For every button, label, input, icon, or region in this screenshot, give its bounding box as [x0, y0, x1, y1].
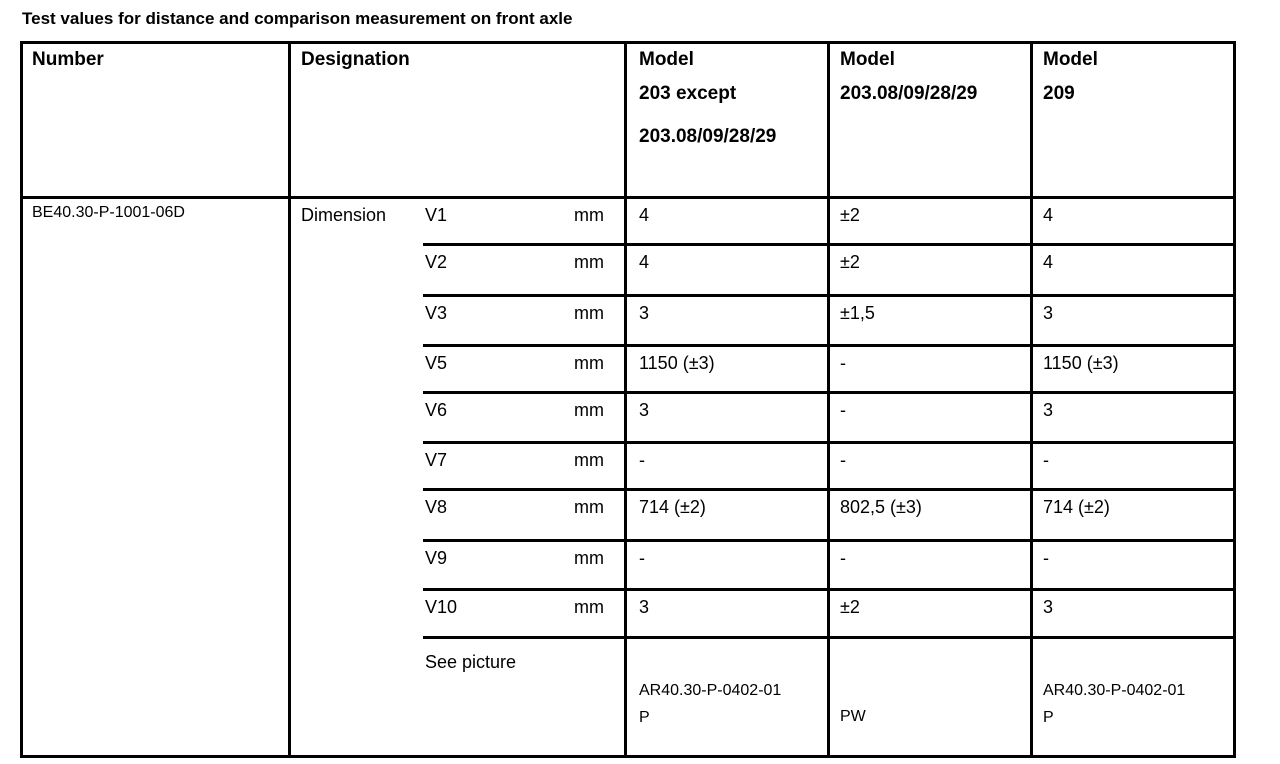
table-border-bottom [20, 755, 1236, 758]
header-model-2-line: 203.08/09/28/29 [840, 83, 978, 104]
row-separator-line [423, 636, 1236, 639]
row-label: V1 [425, 205, 448, 225]
row-value-model-3: 3 [1043, 303, 1054, 323]
header-number: Number [32, 49, 104, 70]
row-value-model-1: 3 [639, 303, 650, 323]
row-value-model-2: ±1,5 [840, 303, 875, 323]
row-value-model-2: ±2 [840, 252, 860, 272]
row-value-model-1: 714 (±2) [639, 497, 706, 517]
column-line-1 [288, 41, 291, 758]
row-value-model-2: 802,5 (±3) [840, 497, 922, 517]
row-separator-line [423, 488, 1236, 491]
column-line-5 [1233, 41, 1236, 758]
picture-ref-model-3: AR40.30-P-0402-01 [1043, 682, 1186, 699]
row-value-model-2: ±2 [840, 205, 860, 225]
row-label: V7 [425, 450, 448, 470]
header-model-3-line: Model [1043, 49, 1098, 70]
row-label: V3 [425, 303, 448, 323]
picture-ref-model-3: P [1043, 709, 1054, 726]
row-unit: mm [574, 353, 604, 373]
row-separator-line [423, 539, 1236, 542]
header-model-3-line: 209 [1043, 83, 1075, 104]
row-unit: mm [574, 205, 604, 225]
header-model-1-line: 203 except [639, 83, 737, 104]
row-value-model-2: - [840, 450, 846, 470]
row-separator-line [423, 441, 1236, 444]
table-border-top [20, 41, 1236, 44]
row-unit: mm [574, 450, 604, 470]
row-value-model-1: - [639, 548, 645, 568]
row-value-model-3: 4 [1043, 252, 1054, 272]
page-title: Test values for distance and comparison measurement on front axle [22, 9, 573, 28]
row-value-model-2: ±2 [840, 597, 860, 617]
row-value-model-2: - [840, 400, 846, 420]
row-value-model-3: 1150 (±3) [1043, 353, 1119, 373]
row-value-model-1: 4 [639, 252, 650, 272]
row-label: V6 [425, 400, 448, 420]
column-line-3 [827, 41, 830, 758]
row-separator-line [423, 344, 1236, 347]
row-value-model-3: 714 (±2) [1043, 497, 1110, 517]
row-separator-line [423, 243, 1236, 246]
row-value-model-3: - [1043, 548, 1049, 568]
column-line-0 [20, 41, 23, 758]
row-unit: mm [574, 548, 604, 568]
row-unit: mm [574, 303, 604, 323]
row-value-model-2: - [840, 353, 846, 373]
row-label: V10 [425, 597, 458, 617]
header-model-2-line: Model [840, 49, 895, 70]
picture-ref-model-2: PW [840, 708, 866, 725]
row-value-model-3: 3 [1043, 400, 1054, 420]
designation-dimension: Dimension [301, 205, 387, 225]
header-model-1-line: 203.08/09/28/29 [639, 126, 777, 147]
row-separator-line [423, 391, 1236, 394]
header-designation: Designation [301, 49, 410, 70]
header-model-1-line: Model [639, 49, 694, 70]
row-unit: mm [574, 400, 604, 420]
see-picture-label: See picture [425, 652, 517, 672]
row-value-model-3: 4 [1043, 205, 1054, 225]
column-line-2 [624, 41, 627, 758]
row-unit: mm [574, 497, 604, 517]
row-value-model-1: 3 [639, 400, 650, 420]
row-label: V2 [425, 252, 448, 272]
column-line-4 [1030, 41, 1033, 758]
part-number: BE40.30-P-1001-06D [32, 204, 185, 221]
row-label: V9 [425, 548, 448, 568]
row-value-model-3: 3 [1043, 597, 1054, 617]
row-unit: mm [574, 597, 604, 617]
row-value-model-1: 1150 (±3) [639, 353, 715, 373]
row-unit: mm [574, 252, 604, 272]
row-value-model-1: - [639, 450, 645, 470]
row-value-model-3: - [1043, 450, 1049, 470]
row-value-model-1: 3 [639, 597, 650, 617]
row-separator-line [423, 294, 1236, 297]
row-separator-line [423, 588, 1236, 591]
header-separator-line [20, 196, 1236, 199]
row-label: V8 [425, 497, 448, 517]
row-label: V5 [425, 353, 448, 373]
row-value-model-1: 4 [639, 205, 650, 225]
picture-ref-model-1: AR40.30-P-0402-01 [639, 682, 782, 699]
picture-ref-model-1: P [639, 709, 650, 726]
row-value-model-2: - [840, 548, 846, 568]
